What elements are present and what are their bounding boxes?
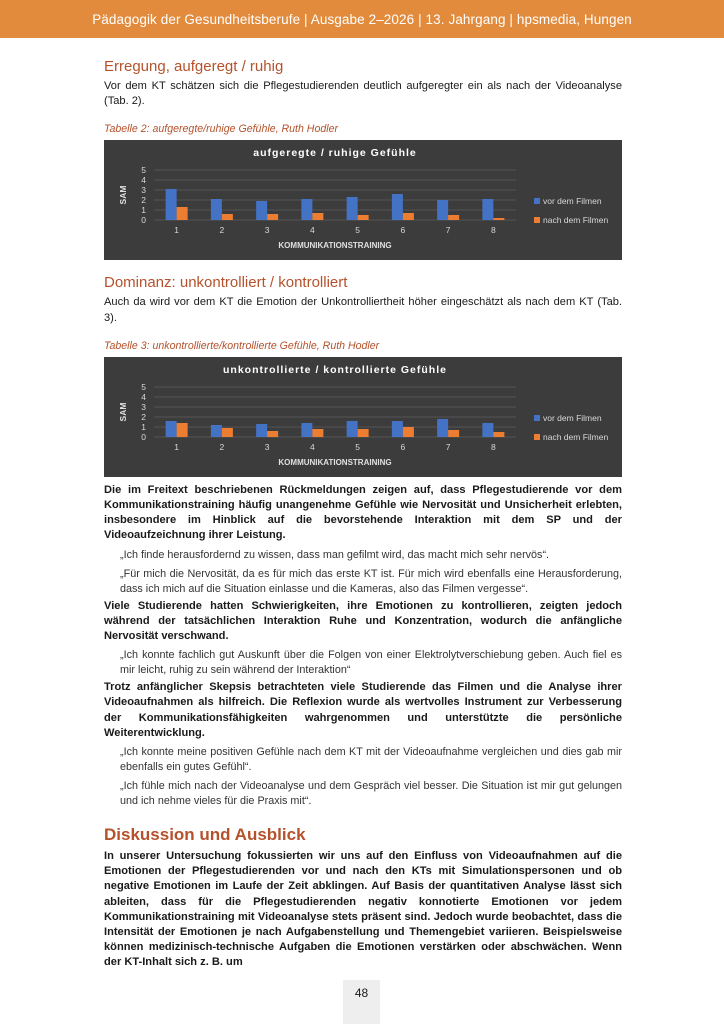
bar-before (392, 421, 403, 437)
y-tick-label: 2 (141, 411, 146, 422)
x-tick-label: 8 (491, 441, 496, 452)
legend-swatch (534, 217, 540, 223)
bar-after (403, 213, 414, 220)
legend-label: nach dem Filmen (543, 215, 609, 226)
bar-before (437, 419, 448, 437)
quote-4: „Ich konnte meine positiven Gefühle nach dem KT mit der Videoaufnahme vergleichen und dies gab mir ebenfalls ein gutes Gefühl“. (120, 746, 622, 774)
bar-before (347, 197, 358, 220)
chart-title: aufgeregte / ruhige Gefühle (253, 147, 417, 160)
bar-after (358, 215, 369, 220)
bar-before (211, 425, 222, 437)
bar-before (301, 199, 312, 220)
section-heading-dominance: Dominanz: unkontrolliert / kontrolliert (104, 274, 348, 292)
y-tick-label: 1 (141, 421, 146, 432)
x-axis-label: KOMMUNIKATIONSTRAINING (278, 241, 392, 251)
legend-label: nach dem Filmen (543, 431, 609, 442)
y-tick-label: 4 (141, 175, 146, 186)
chart-dominance (104, 357, 622, 477)
y-tick-label: 4 (141, 391, 146, 402)
page-number (343, 980, 380, 1024)
discussion-paragraph: In unserer Untersuchung fokussierten wir uns auf den Einfluss von Videoaufnahmen auf die Emotionen der Pflegestudierenden vor und nach den KTs mit Simulationspersonen und ob negative Emotionen im Laufe der Zeit abklingen. Auf Basis der quantitativen Analyse lässt sich ableiten, dass für die Pflegestudierenden negativ konnotierte Emotionen vor jedem Kommunikationstraining mit Videoanalyse stets präsent sind. Jedoch wurde beobachtet, dass die Intensität der Emotionen je nach Aufgabenstellung und Themengebiet variieren. Beispielsweise können medizinisch-technische Aufgaben die Emotionen verstärken oder abschwächen. Wenn der KT-Inhalt sich z. B. um (104, 850, 622, 969)
legend-label: vor dem Filmen (543, 196, 602, 207)
section-heading-arousal: Erregung, aufgeregt / ruhig (104, 58, 284, 75)
bar-after (448, 430, 459, 437)
bar-after (403, 427, 414, 437)
x-tick-label: 7 (445, 441, 451, 452)
bar-before (256, 424, 267, 437)
x-tick-label: 1 (174, 225, 179, 236)
legend-label: vor dem Filmen (543, 412, 602, 423)
table-caption-2: Tabelle 2: aufgeregte/ruhige Gefühle, Ruth Hodler (104, 123, 339, 136)
y-tick-label: 2 (141, 195, 146, 206)
legend-swatch (534, 434, 540, 440)
bar-after (267, 431, 278, 437)
y-tick-label: 3 (141, 185, 146, 196)
x-tick-label: 4 (310, 441, 315, 452)
x-tick-label: 5 (355, 441, 360, 452)
x-tick-label: 3 (264, 225, 270, 236)
section-text-arousal: Vor dem KT schätzen sich die Pflegestudierenden deutlich aufgeregter ein als nach der Videoanalyse (Tab. 2). (104, 80, 622, 108)
y-tick-label: 3 (141, 401, 146, 412)
bar-after (493, 218, 504, 220)
bar-before (301, 423, 312, 437)
x-tick-label: 6 (400, 225, 406, 236)
journal-header-title: Pädagogik der Gesundheitsberufe | Ausgabe 2–2026 | 13. Jahrgang | hpsmedia, Hungen (92, 11, 632, 27)
bar-after (177, 207, 188, 220)
y-tick-label: 0 (141, 431, 146, 442)
journal-header (0, 0, 724, 38)
x-tick-label: 3 (264, 441, 270, 452)
section-heading-discussion: Diskussion und Ausblick (104, 825, 306, 845)
x-tick-label: 2 (219, 225, 225, 236)
y-tick-label: 0 (141, 215, 146, 226)
section-text-dominance: Auch da wird vor dem KT die Emotion der Unkontrolliertheit höher eingeschätzt als nach dem KT (Tab. 3). (104, 296, 622, 324)
bar-before (347, 421, 358, 437)
bar-after (493, 432, 504, 437)
bar-before (166, 189, 177, 220)
x-tick-label: 4 (310, 225, 315, 236)
quote-5: „Ich fühle mich nach der Videoanalyse und dem Gespräch viel besser. Die Situation ist mir gut gelungen und ich nehme vieles für die Praxis mit“. (120, 780, 622, 808)
quote-1: „Ich finde herausfordernd zu wissen, dass man gefilmt wird, das macht mich sehr nervös“. (120, 548, 550, 561)
bar-after (222, 214, 233, 220)
legend-swatch (534, 415, 540, 421)
table-caption-3: Tabelle 3: unkontrollierte/kontrollierte Gefühle, Ruth Hodler (104, 339, 380, 352)
bar-before (482, 423, 493, 437)
legend-swatch (534, 198, 540, 204)
y-axis-label: SAM (118, 402, 128, 422)
bar-before (437, 200, 448, 220)
x-tick-label: 5 (355, 225, 360, 236)
bar-before (482, 199, 493, 220)
body-paragraph-1: Die im Freitext beschriebenen Rückmeldungen zeigen auf, dass Pflegestudierende vor dem Kommunikationstraining häufig unangenehme Gefühle wie Nervosität und Unsicherheit erlebten, insbesondere im Hinblick auf die bevorstehende Interaktion mit dem SP und der Videoaufzeichnung ihrer Leistung. (104, 483, 622, 542)
bar-after (177, 423, 188, 437)
y-tick-label: 5 (141, 165, 146, 176)
chart-title: unkontrollierte / kontrollierte Gefühle (223, 363, 447, 376)
body-paragraph-2: Viele Studierende hatten Schwierigkeiten, ihre Emotionen zu kontrollieren, zeigten jedoch während der tatsächlichen Interaktion Ruhe und Konzentration, wodurch die anfängliche Nervosität verschwand. (104, 599, 622, 643)
x-axis-label: KOMMUNIKATIONSTRAINING (278, 457, 392, 467)
quote-3: „Ich konnte fachlich gut Auskunft über die Folgen von einer Elektrolytverschiebung geben. Auch fiel es mir leicht, ruhig zu sein während der Interaktion“ (120, 649, 622, 677)
bar-before (211, 199, 222, 220)
x-tick-label: 6 (400, 441, 406, 452)
body-paragraph-3: Trotz anfänglicher Skepsis betrachteten viele Studierende das Filmen und die Analyse ihrer Videoaufnahmen als hilfreich. Die Reflexion wurde als wertvolles Instrument zur Verbesserung der Kommunikationsfähigkeiten wahrgenommen und unterstützte die persönliche Weiterentwicklung. (104, 681, 622, 739)
x-tick-label: 2 (219, 441, 225, 452)
bar-before (392, 194, 403, 220)
y-axis-label: SAM (118, 185, 128, 205)
y-tick-label: 5 (141, 381, 146, 392)
bar-after (312, 429, 323, 437)
bar-after (267, 214, 278, 220)
chart-arousal (104, 140, 622, 260)
bar-before (256, 201, 267, 220)
article-content (104, 58, 622, 971)
y-tick-label: 1 (141, 205, 146, 216)
x-tick-label: 1 (174, 441, 179, 452)
x-tick-label: 7 (445, 225, 451, 236)
bar-before (166, 421, 177, 437)
bar-after (222, 428, 233, 437)
bar-after (358, 429, 369, 437)
page-number-text: 48 (354, 986, 369, 1000)
bar-after (312, 213, 323, 220)
quote-2: „Für mich die Nervosität, da es für mich das erste KT ist. Für mich wird ebenfalls eine Herausforderung, dass ich mich auf die Situation einlasse und die Kameras, also das Filmen vergesse“. (120, 567, 622, 595)
bar-after (448, 215, 459, 220)
x-tick-label: 8 (491, 225, 496, 236)
